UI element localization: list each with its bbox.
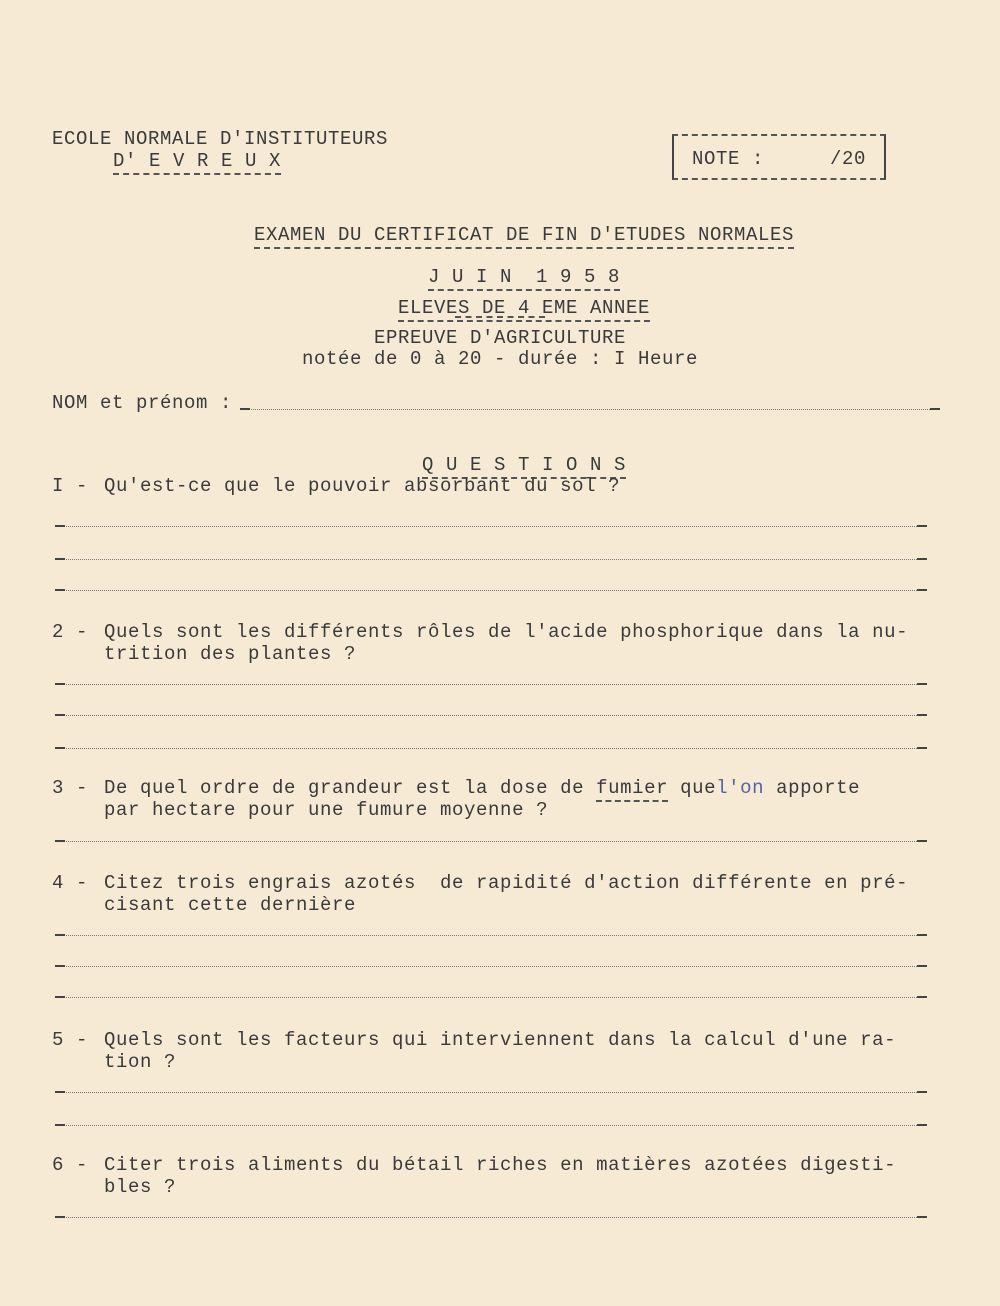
- answer-line[interactable]: [55, 935, 927, 936]
- question-text-part: De quel ordre de grandeur est la dose de: [104, 777, 597, 799]
- question-text: Qu'est-ce que le pouvoir absorbant du sol ?: [104, 475, 621, 497]
- question-number: 4 -: [52, 872, 89, 894]
- note-value: /20: [829, 148, 866, 170]
- question-text-cont: par hectare pour une fumure moyenne ?: [104, 799, 549, 821]
- answer-line[interactable]: [55, 966, 927, 967]
- exam-students: ELEVES DE 4 EME ANNEE: [398, 297, 650, 322]
- questions-heading: Q U E S T I O N S: [422, 454, 626, 479]
- question-text: Quels sont les différents rôles de l'acide phosphorique dans la nu-: [104, 621, 909, 643]
- answer-line[interactable]: [55, 684, 927, 685]
- answer-line[interactable]: [55, 841, 927, 842]
- question-number: 2 -: [52, 621, 89, 643]
- answer-line[interactable]: [55, 997, 927, 998]
- exam-title: EXAMEN DU CERTIFICAT DE FIN D'ETUDES NORMALES: [254, 224, 794, 249]
- school-city: D' E V R E U X: [113, 150, 281, 175]
- question-text-part: apporte: [764, 777, 861, 799]
- question-number: 5 -: [52, 1029, 89, 1051]
- question-text: Citez trois engrais azotés de rapidité d'action différente en pré-: [104, 872, 909, 894]
- question-text: Citer trois aliments du bétail riches en matières azotées digesti-: [104, 1154, 897, 1176]
- answer-line[interactable]: [55, 559, 927, 560]
- question-number: 3 -: [52, 777, 89, 799]
- question-number: I -: [52, 475, 89, 497]
- exam-subject: EPREUVE D'AGRICULTURE: [373, 327, 627, 349]
- question-text-part: que: [668, 777, 717, 799]
- answer-line[interactable]: [55, 526, 927, 527]
- name-label: NOM et prénom :: [52, 392, 233, 414]
- separator-dashes: [455, 316, 545, 318]
- answer-line[interactable]: [55, 1125, 927, 1126]
- question-text-cont: trition des plantes ?: [104, 643, 357, 665]
- question-text: [104, 777, 860, 799]
- school-name: ECOLE NORMALE D'INSTITUTEURS: [52, 128, 389, 150]
- question-text-cont: tion ?: [104, 1051, 177, 1073]
- name-answer-line[interactable]: [240, 409, 940, 410]
- question-text-cont: bles ?: [104, 1176, 177, 1198]
- question-text-underlined: fumier: [596, 777, 668, 802]
- question-text: Quels sont les facteurs qui interviennent dans la calcul d'une ra-: [104, 1029, 897, 1051]
- exam-grading: notée de 0 à 20 - durée : I Heure: [301, 348, 699, 370]
- answer-line[interactable]: [55, 715, 927, 716]
- answer-line[interactable]: [55, 590, 927, 591]
- answer-line[interactable]: [55, 1217, 927, 1218]
- note-box: [672, 134, 886, 180]
- note-label: NOTE :: [692, 148, 765, 170]
- answer-line[interactable]: [55, 748, 927, 749]
- question-number: 6 -: [52, 1154, 89, 1176]
- answer-line[interactable]: [55, 1092, 927, 1093]
- exam-date: J U I N 1 9 5 8: [428, 266, 620, 291]
- question-text-cont: cisant cette dernière: [104, 894, 357, 916]
- handwritten-correction: l'on: [716, 777, 765, 799]
